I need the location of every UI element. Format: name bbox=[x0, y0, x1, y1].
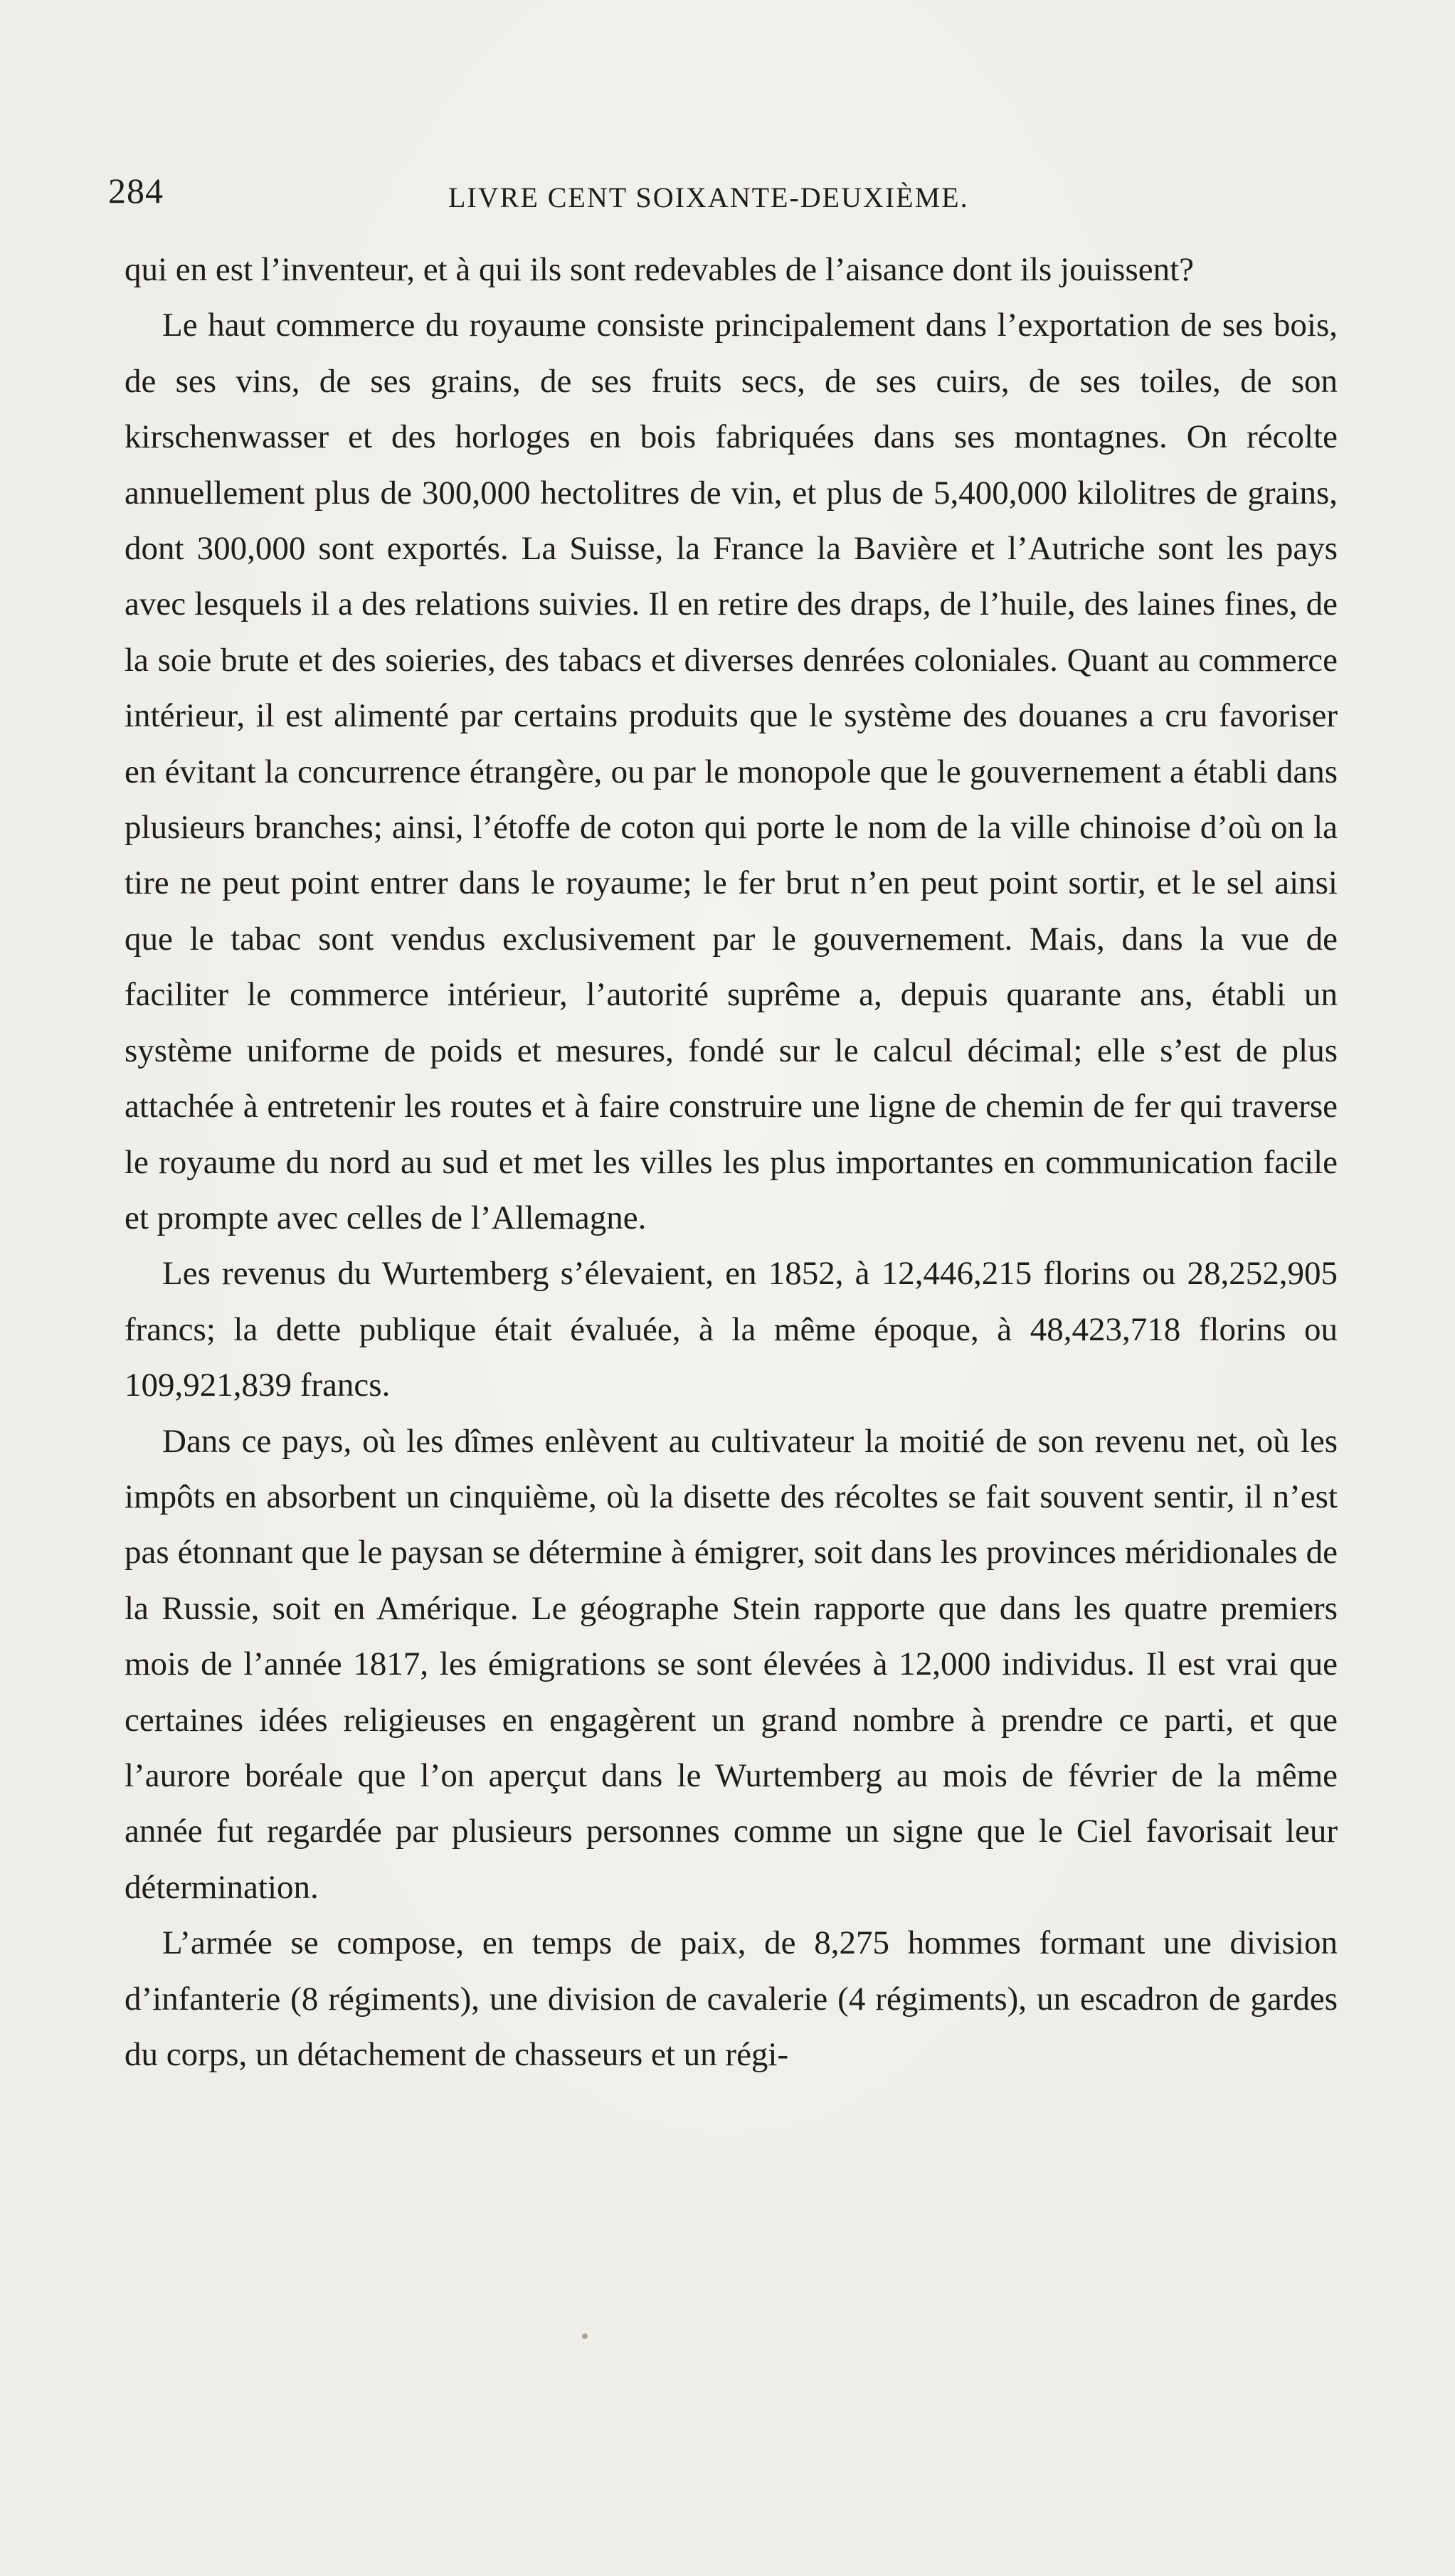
body-text bbox=[125, 242, 1338, 2082]
paragraph-commerce: Le haut commerce du royaume consiste principalement dans l’exportation de ses bois, de ses vins, de ses grains, de ses fruits secs, de ses cuirs, de ses toiles, de son kirschenwasser et des horloges en bois fabriquées dans ses montagnes. On récolte annuellement plus de 300,000 hectolitres de vin, et plus de 5,400,000 kilolitres de grains, dont 300,000 sont exportés. La Suisse, la France la Bavière et l’Autriche sont les pays avec lesquels il a des relations suivies. Il en retire des draps, de l’huile, des laines fines, de la soie brute et des soieries, des tabacs et diverses denrées coloniales. Quant au commerce intérieur, il est alimenté par certains produits que le système des douanes a cru favoriser en évitant la concurrence étrangère, ou par le monopole que le gouvernement a établi dans plusieurs branches; ainsi, l’étoffe de coton qui porte le nom de la ville chinoise d’où on la tire ne peut point entrer dans le royaume; le fer brut n’en peut point sortir, et le sel ainsi que le tabac sont vendus exclusivement par le gouvernement. Mais, dans la vue de faciliter le commerce intérieur, l’autorité suprême a, depuis quarante ans, établi un système uniforme de poids et mesures, fondé sur le calcul décimal; elle s’est de plus attachée à entretenir les routes et à faire construire une ligne de chemin de fer qui traverse le royaume du nord au sud et met les villes les plus importantes en communication facile et prompte avec celles de l’Allemagne. bbox=[125, 307, 1338, 1236]
paragraph-emigration: Dans ce pays, où les dîmes enlèvent au cultivateur la moitié de son revenu net, où les impôts en absorbent un cinquième, où la disette des récoltes se fait souvent sentir, il n’est pas étonnant que le paysan se détermine à émigrer, soit dans les provinces méridionales de la Russie, soit en Amérique. Le géographe Stein rapporte que dans les quatre premiers mois de l’année 1817, les émigrations se sont élevées à 12,000 individus. Il est vrai que certaines idées religieuses en engagèrent un grand nombre à prendre ce parti, et que l’aurore boréale que l’on aperçut dans le Wurtemberg au mois de février de la même année fut regardée par plusieurs personnes comme un signe que le Ciel favorisait leur détermination. bbox=[125, 1422, 1338, 1906]
page-number: 284 bbox=[108, 171, 164, 211]
paragraph-continuation: qui en est l’inventeur, et à qui ils sont redevables de l’aisance dont ils jouissent? bbox=[125, 251, 1195, 288]
running-head: LIVRE CENT SOIXANTE-DEUXIÈME. bbox=[448, 181, 969, 213]
paragraph-army: L’armée se compose, en temps de paix, de 8,275 hommes formant une division d’infanterie (8 régiments), une division de cavalerie (4 régiments), un escadron de gardes du corps, un détachement de chasseurs et un régi- bbox=[125, 1924, 1338, 2073]
paper-speck bbox=[582, 2333, 588, 2339]
page-header bbox=[107, 169, 1309, 219]
paragraph-revenues: Les revenus du Wurtemberg s’élevaient, en 1852, à 12,446,215 florins ou 28,252,905 francs; la dette publique était évaluée, à la même époque, à 48,423,718 florins ou 109,921,839 francs. bbox=[125, 1255, 1338, 1404]
